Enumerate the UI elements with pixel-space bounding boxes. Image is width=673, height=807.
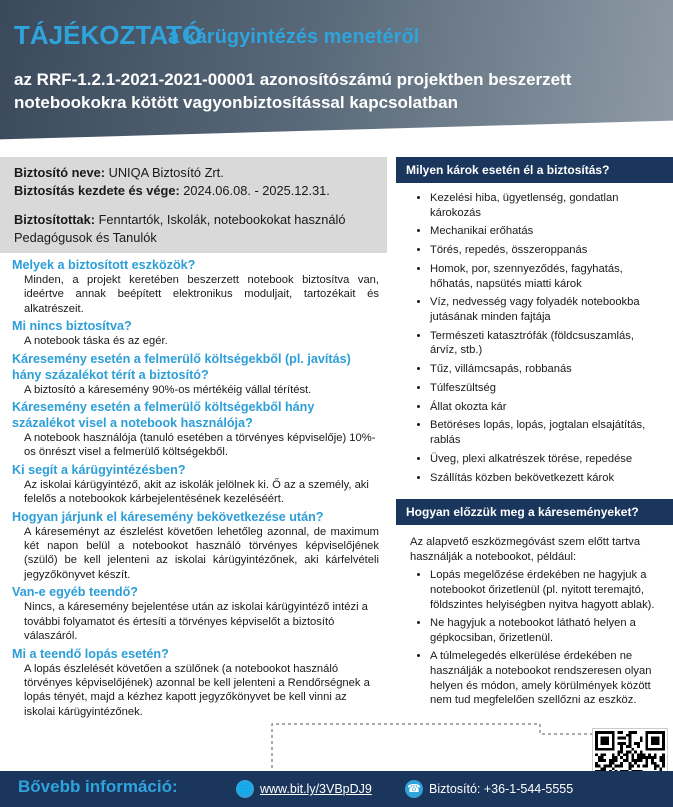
faq-answer: A káreseményt az észlelést követően lehetőleg azonnal, de maximum két napon belül a notebookot használó törvényes képviselőjének (szülő) be kell jelenteni az iskolai kárügyintézőnek, aki kárfelvételi jegyzőkönyvet készít. <box>24 525 379 581</box>
insurer-name-row <box>14 164 377 182</box>
faq-question: Mi a teendő lopás esetén? <box>12 646 169 661</box>
faq-question: Van-e egyéb teendő? <box>12 585 138 600</box>
list-item: • Kezelési hiba, ügyetlenség, gondatlan károkozás <box>430 191 663 220</box>
footer-label: Bővebb információ: <box>18 777 178 796</box>
faq-section <box>0 253 387 719</box>
faq-item <box>12 646 379 720</box>
faq-item <box>12 462 379 507</box>
insured-value: Fenntartók, Iskolák, notebookokat használó Pedagógusok és Tanulók <box>14 212 346 245</box>
left-column <box>0 157 387 721</box>
damages-heading: Milyen károk esetén él a biztosítás? <box>396 157 673 183</box>
faq-question: Káresemény esetén a felmerülő költségekből hány százalékot visel a notebook használója? <box>12 400 315 431</box>
header-banner <box>0 0 673 142</box>
list-item: • Állat okozta kár <box>430 400 663 415</box>
globe-icon: 🌐 <box>236 780 254 798</box>
faq-item <box>12 257 379 316</box>
prevention-list <box>396 568 673 707</box>
prevention-intro: Az alapvető eszközmegóvást szem előtt tartva használják a notebookot, például: <box>410 536 641 563</box>
phone-icon: ☎ <box>405 780 423 798</box>
info-link[interactable]: www.bit.ly/3VBpDJ9 <box>260 782 372 796</box>
insured-label: Biztosítottak: <box>14 212 96 227</box>
page-title: TÁJÉKOZTATÓ <box>14 20 203 50</box>
page-subtitle: az RRF-1.2.1-2021-2021-00001 azonosítószámú projektben beszerzett notebookokra kötött vagyonbiztosítással kapcsolatban <box>14 70 572 112</box>
faq-answer: A lopás észlelését követően a szülőnek (a notebookot használó törvényes képviselőjének) azonnal be kell jelenteni a Rendőrségnek a lopás tényét, majd a kézhez kapott jegyzőkönyvet be kell vinni az iskolai kárügyintézőnek. <box>24 662 370 718</box>
right-column <box>396 157 673 712</box>
insured-row <box>14 211 377 247</box>
faq-answer: Nincs, a káresemény bejelentése után az iskolai kárügyintéző intézi a további folyamatot és értesíti a törvényes képviselőt a biztosító válaszáról. <box>24 601 368 643</box>
list-item: • Ne hagyjuk a notebookot látható helyen a gépkocsiban, őrizetlenül. <box>430 616 661 645</box>
prevention-heading: Hogyan előzzük meg a káreseményeket? <box>396 499 673 525</box>
faq-item <box>12 351 379 397</box>
footer <box>0 771 673 807</box>
faq-item <box>12 584 379 643</box>
page-title-suffix: a kárügyintézés menetéről <box>168 26 420 48</box>
faq-item <box>12 509 379 583</box>
insurer-name-value: UNIQA Biztosító Zrt. <box>108 165 224 180</box>
list-item: • Szállítás közben bekövetkezett károk <box>430 471 663 486</box>
faq-item <box>12 399 379 460</box>
insurance-period-row <box>14 182 377 200</box>
list-item: • Természeti katasztrófák (földcsuszamlás, árvíz, stb.) <box>430 329 663 358</box>
list-item: • Lopás megelőzése érdekében ne hagyjuk a notebookot őrizetlenül (pl. nyitott teremajtó, földszintes helyiségben nyitva hagyott ablak). <box>430 568 661 612</box>
insurance-period-value: 2024.06.08. - 2025.12.31. <box>183 183 330 198</box>
insurer-name-label: Biztosító neve: <box>14 165 106 180</box>
faq-answer: A notebook használója (tanuló esetében a törvényes képviselője) 10%-os önrészt visel a felmerülő költségekből. <box>24 432 376 459</box>
list-item: • Mechanikai erőhatás <box>430 224 663 239</box>
faq-question: Hogyan járjunk el káresemény bekövetkezése után? <box>12 509 324 524</box>
faq-question: Melyek a biztosított eszközök? <box>12 258 196 272</box>
faq-answer: Minden, a projekt keretében beszerzett notebook biztosítva van, ideértve annak beépített elektronikus moduljait, tartozékait és alkatrészeit. <box>24 274 379 315</box>
list-item: • Túlfeszültség <box>430 381 663 396</box>
damages-list <box>396 191 673 485</box>
faq-item <box>12 318 379 348</box>
faq-answer: A notebook táska és az egér. <box>24 335 168 348</box>
spacer <box>14 200 377 211</box>
faq-answer: A biztosító a káresemény 90%-os mértékéig vállal térítést. <box>24 383 312 396</box>
insurer-info-box <box>0 157 387 253</box>
insurance-period-label: Biztosítás kezdete és vége: <box>14 183 180 198</box>
phone-number: Biztosító: +36-1-544-5555 <box>429 782 574 796</box>
list-item: • Homok, por, szennyeződés, fagyhatás, hőhatás, napsütés miatti károk <box>430 262 663 291</box>
list-item: • Víz, nedvesség vagy folyadék notebookba jutásának minden fajtája <box>430 295 663 324</box>
faq-answer: Az iskolai kárügyintéző, akit az iskolák jelölnek ki. Ő az a személy, aki felelős a notebookok kárbejelentésének kezeléséért. <box>24 478 369 506</box>
faq-question: Ki segít a kárügyintézésben? <box>12 462 186 477</box>
faq-question: Káresemény esetén a felmerülő költségekből (pl. javítás) hány százalékot térít a biztosító? <box>12 351 351 382</box>
list-item: • A túlmelegedés elkerülése érdekében ne használják a notebookot rendszeresen olyan helyen és módon, amely körülmények között nem tud megfelelően szellőzni az eszköz. <box>430 649 661 707</box>
list-item: • Tűz, villámcsapás, robbanás <box>430 362 663 377</box>
list-item: • Törés, repedés, összeroppanás <box>430 243 663 258</box>
list-item: • Betöréses lopás, lopás, jogtalan elsajátítás, rablás <box>430 418 663 447</box>
faq-question: Mi nincs biztosítva? <box>12 319 132 334</box>
list-item: • Üveg, plexi alkatrészek törése, repedése <box>430 452 663 467</box>
